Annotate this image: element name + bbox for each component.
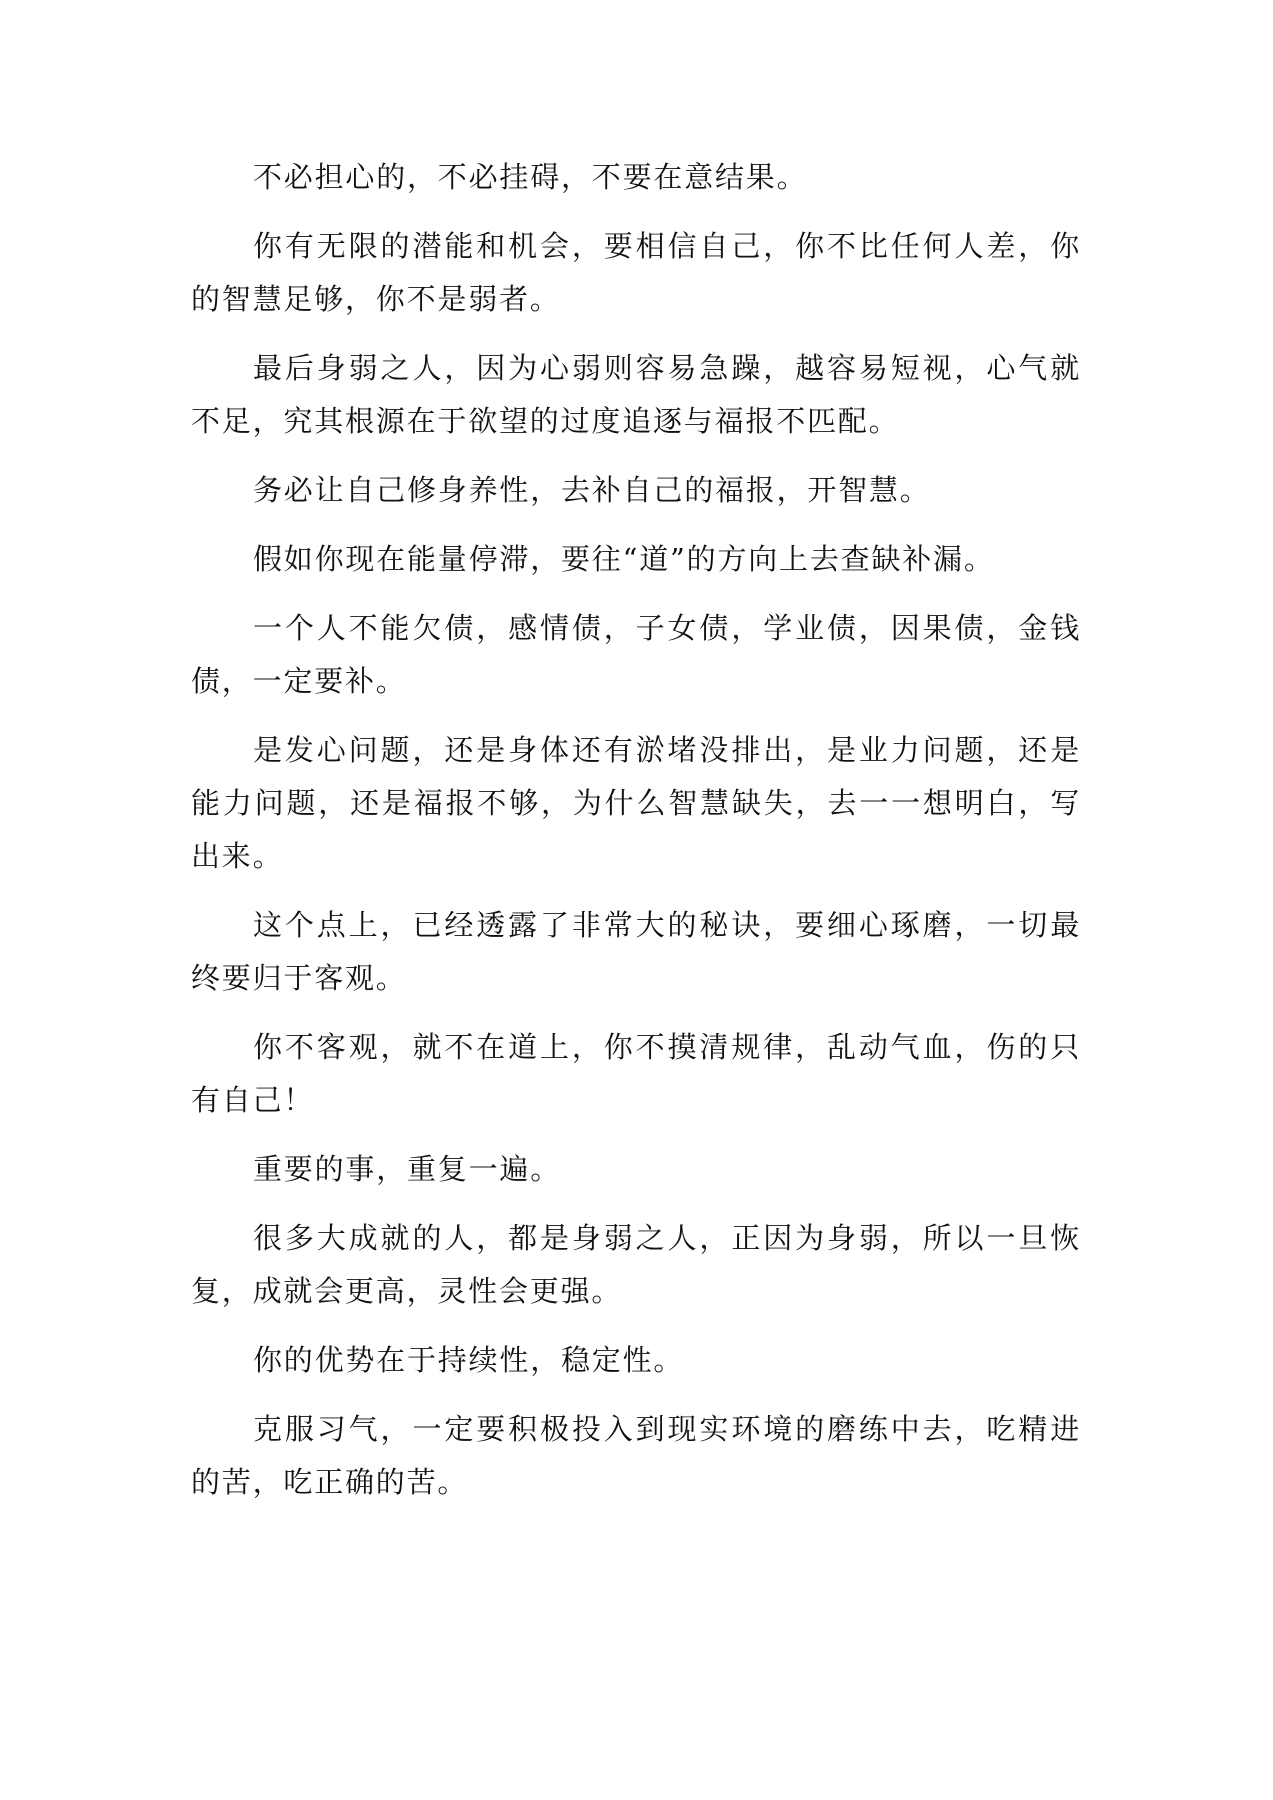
paragraph: 一个人不能欠债，感情债，子女债，学业债，因果债，金钱债，一定要补。 [191, 611, 1081, 698]
paragraph: 最后身弱之人，因为心弱则容易急躁，越容易短视，心气就不足，究其根源在于欲望的过度追逐与福报不匹配。 [191, 351, 1081, 438]
paragraph: 务必让自己修身养性，去补自己的福报，开智慧。 [253, 473, 931, 507]
paragraph: 重要的事，重复一遍。 [253, 1152, 562, 1186]
paragraph: 你不客观，就不在道上，你不摸清规律，乱动气血，伤的只有自己！ [191, 1030, 1081, 1117]
paragraph: 很多大成就的人，都是身弱之人，正因为身弱，所以一旦恢复，成就会更高，灵性会更强。 [191, 1221, 1081, 1308]
paragraph: 不必担心的，不必挂碍，不要在意结果。 [253, 160, 808, 194]
paragraph: 假如你现在能量停滞，要往“道”的方向上去查缺补漏。 [253, 542, 995, 576]
paragraph: 你的优势在于持续性，稳定性。 [253, 1343, 685, 1377]
document-body [191, 151, 1081, 1525]
paragraph: 是发心问题，还是身体还有淤堵没排出，是业力问题，还是能力问题，还是福报不够，为什么智慧缺失，去一一想明白，写出来。 [191, 733, 1081, 873]
paragraph: 这个点上，已经透露了非常大的秘诀，要细心琢磨，一切最终要归于客观。 [191, 908, 1081, 995]
paragraph: 克服习气，一定要积极投入到现实环境的磨练中去，吃精进的苦，吃正确的苦。 [191, 1412, 1081, 1499]
paragraph: 你有无限的潜能和机会，要相信自己，你不比任何人差，你的智慧足够，你不是弱者。 [191, 229, 1081, 316]
